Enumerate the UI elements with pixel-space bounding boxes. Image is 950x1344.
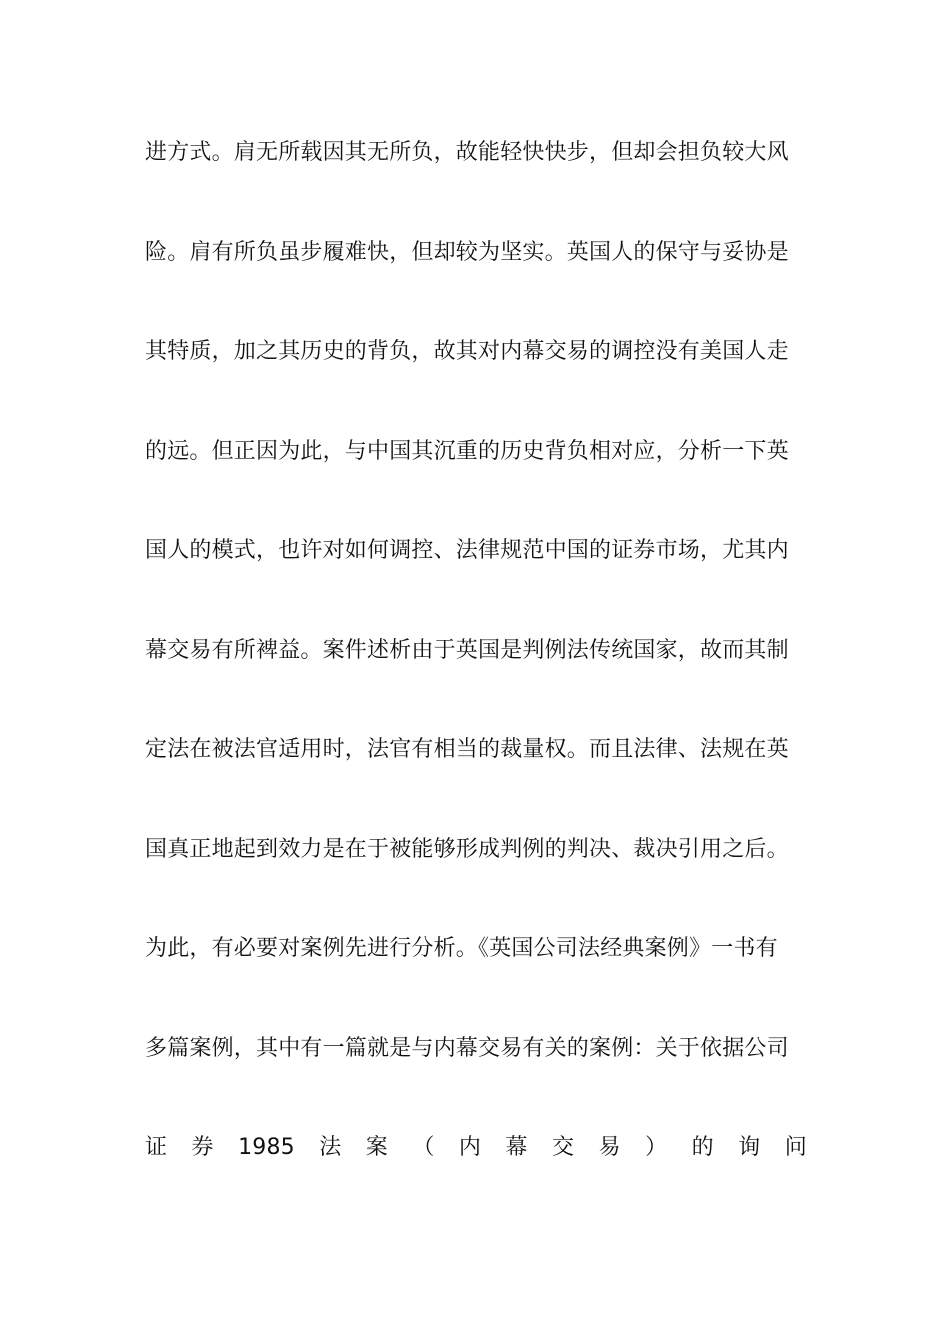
text-line: 其特质，加之其历史的背负，故其对内幕交易的调控没有美国人走 — [145, 339, 789, 364]
text-token: 内 — [458, 1135, 482, 1160]
text-token: ） — [645, 1135, 668, 1160]
text-line: 国真正地起到效力是在于被能够形成判例的判决、裁决引用之后。 — [145, 836, 789, 862]
text-token: 法 — [319, 1135, 342, 1160]
text-line: 定法在被法官适用时，法官有相当的裁量权。而且法律、法规在英 — [145, 737, 789, 762]
text-line: 为此，有必要对案例先进行分析。《英国公司法经典案例》一书有 — [145, 936, 778, 961]
text-token: 1985 — [238, 1135, 295, 1160]
text-line: 的远。但正因为此，与中国其沉重的历史背负相对应，分析一下英 — [145, 438, 789, 464]
text-token: 交 — [551, 1135, 575, 1160]
text-token: 证 — [145, 1135, 168, 1160]
text-line: 进方式。肩无所载因其无所负，故能轻快快步，但却会担负较大风 — [145, 140, 789, 165]
body-text — [145, 128, 807, 1223]
text-token: 券 — [191, 1135, 214, 1160]
text-line-justified — [145, 1123, 807, 1223]
text-line: 国人的模式，也许对如何调控、法律规范中国的证券市场，尤其内 — [145, 538, 789, 563]
text-token: （ — [412, 1135, 435, 1160]
text-line: 幕交易有所裨益。案件述析由于英国是判例法传统国家，故而其制 — [145, 637, 789, 663]
text-token: 的 — [691, 1135, 714, 1160]
text-token: 易 — [598, 1135, 621, 1160]
text-token: 案 — [365, 1135, 388, 1160]
text-token: 询 — [738, 1135, 761, 1160]
text-token: 幕 — [505, 1135, 528, 1160]
text-token: 问 — [784, 1135, 807, 1160]
text-line: 多篇案例，其中有一篇就是与内幕交易有关的案例：关于依据公司 — [145, 1035, 789, 1061]
text-line: 险。肩有所负虽步履难快，但却较为坚实。英国人的保守与妥协是 — [145, 239, 789, 265]
